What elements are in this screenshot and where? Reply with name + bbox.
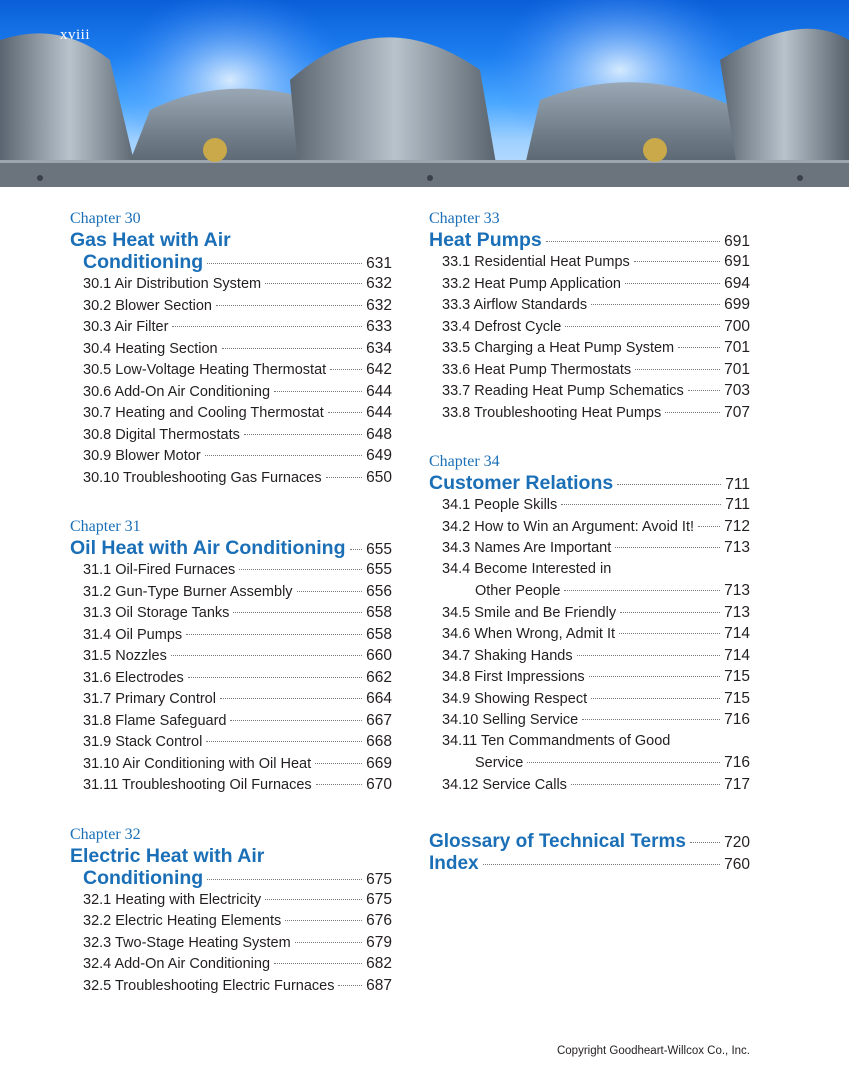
toc-entry[interactable] [429,709,750,731]
toc-entry-page: 632 [366,275,392,292]
toc-entry-page: 707 [724,403,750,421]
toc-entry-page: 701 [724,339,750,356]
toc-entry[interactable] [429,273,750,295]
toc-entry-title: 34.5 Smile and Be Friendly [442,604,617,621]
toc-entry[interactable] [429,316,750,338]
toc-entry-title: 30.6 Add-On Air Conditioning [83,383,271,400]
toc-entry[interactable] [70,338,392,360]
glossary-title: Glossary of Technical Terms [429,831,686,852]
toc-entry[interactable] [70,273,392,295]
toc-entry[interactable] [70,581,392,603]
chapter-label: Chapter 31 [70,518,141,535]
toc-entry-page: 700 [724,317,750,335]
toc-entry[interactable] [70,402,392,424]
toc-entry-page: 676 [366,912,392,929]
toc-entry-page: 713 [724,603,750,621]
toc-entry-title: 30.3 Air Filter [83,319,169,335]
toc-entry-title-cont: Other People [475,583,561,599]
toc-entry[interactable] [70,316,392,338]
toc-entry[interactable] [70,710,392,732]
toc-entry-title: 30.1 Air Distribution System [83,276,262,292]
toc-entry-title: 34.10 Selling Service [442,712,579,728]
chapter-label: Chapter 30 [70,210,141,227]
toc-entry-page: 711 [725,496,750,513]
toc-entry-page: 633 [366,318,392,335]
toc-entry[interactable] [70,688,392,710]
toc-entry-page: 713 [724,539,750,556]
toc-entry[interactable] [429,402,750,424]
toc-entry-page: 715 [724,668,750,685]
toc-entry-title: 34.7 Shaking Hands [442,647,573,664]
toc-entry-title: 32.2 Electric Heating Elements [83,913,282,929]
chapter-30 [70,209,392,488]
toc-entry-page: 658 [366,604,392,621]
toc-entry-page: 648 [366,425,392,443]
toc-entry-title: 32.5 Troubleshooting Electric Furnaces [83,977,335,994]
toc-entry-page: 667 [366,711,392,729]
toc-entry-page: 650 [366,468,392,486]
glossary-entry[interactable] [429,831,750,853]
toc-entry-title: 30.10 Troubleshooting Gas Furnaces [83,469,322,486]
chapter-title-row[interactable] [70,251,392,273]
toc-entry[interactable] [429,774,750,796]
toc-entry-page: 660 [366,647,392,664]
chapter-page: 631 [366,255,392,272]
toc-entry-page: 649 [366,447,392,464]
toc-entry-title: 31.2 Gun-Type Burner Assembly [83,583,293,600]
toc-entry-title: 33.6 Heat Pump Thermostats [442,361,632,378]
toc-entry[interactable] [429,623,750,645]
copyright-notice: Copyright Goodheart-Willcox Co., Inc. [556,1045,750,1057]
index-title: Index [429,853,479,874]
toc-entry-page: 703 [724,382,750,399]
toc-entry-page: 701 [724,360,750,378]
toc-entry[interactable] [70,559,392,581]
toc-entry-title: 31.5 Nozzles [83,648,167,664]
chapter-34 [429,452,750,795]
chapter-page: 691 [724,233,750,250]
toc-entry-page: 644 [366,382,392,400]
toc-left-column [70,209,392,996]
toc-entry[interactable] [70,295,392,317]
chapter-page: 711 [725,476,750,493]
toc-entry-title: 34.3 Names Are Important [442,540,612,556]
toc-entry[interactable] [429,688,750,710]
toc-entry[interactable] [429,494,750,516]
toc-entry-title: 30.5 Low-Voltage Heating Thermostat [83,362,327,378]
toc-entry-page: 670 [366,776,392,793]
chapter-title-line1: Oil Heat with Air Conditioning [70,537,346,559]
toc-entry[interactable] [70,602,392,624]
glossary-page: 720 [724,834,750,851]
toc-entry-page: 687 [366,976,392,994]
toc-entry-title: 33.8 Troubleshooting Heat Pumps [442,404,662,421]
toc-entry-title: 32.3 Two-Stage Heating System [83,934,291,951]
header-photo-burners [0,0,849,187]
chapter-title-row[interactable] [429,472,750,494]
toc-entry-title: 34.6 When Wrong, Admit It [442,626,616,642]
toc-entry[interactable] [70,910,392,932]
chapter-title-row[interactable] [429,229,750,251]
toc-entry-title: 32.1 Heating with Electricity [83,891,262,908]
toc-entry-title: 31.4 Oil Pumps [83,626,183,643]
toc-entry-page: 679 [366,933,392,951]
chapter-32 [70,825,392,997]
toc-entry-title-cont: Service [475,755,524,771]
chapter-label: Chapter 32 [70,825,141,843]
toc-entry[interactable] [70,774,392,796]
toc-entry[interactable] [70,624,392,646]
chapter-label: Chapter 34 [429,453,500,470]
toc-entry[interactable] [429,559,750,581]
toc-entry-title: 33.4 Defrost Cycle [442,318,562,335]
toc-entry-title: 34.4 Become Interested in [442,560,612,577]
chapter-33 [429,209,750,423]
toc-entry-page: 658 [366,625,392,643]
toc-entry-page: 632 [366,296,392,314]
toc-entry-page: 655 [366,561,392,578]
toc-entry-page: 642 [366,361,392,378]
toc-entry-title: 34.8 First Impressions [442,669,585,685]
toc-entry[interactable] [70,975,392,997]
toc-entry-title: 31.11 Troubleshooting Oil Furnaces [83,777,312,793]
toc-entry-page: 664 [366,690,392,707]
toc-entry-title: 30.4 Heating Section [83,340,218,357]
toc-entry-page: 713 [724,582,750,599]
toc-entry-page: 716 [724,754,750,771]
toc-entry-title: 31.8 Flame Safeguard [83,712,227,729]
toc-entry[interactable] [70,731,392,753]
chapter-title-line1: Gas Heat with Air [70,229,231,251]
toc-entry[interactable] [70,667,392,689]
chapter-31 [70,517,392,796]
toc-entry-page: 694 [724,274,750,292]
toc-entry-title: 31.1 Oil-Fired Furnaces [83,562,236,578]
toc-entry[interactable] [429,645,750,667]
toc-entry-page: 715 [724,689,750,707]
toc-entry-title: 34.2 How to Win an Argument: Avoid It! [442,518,695,535]
toc-entry-title: 32.4 Add-On Air Conditioning [83,956,271,972]
burner-illustration [0,0,849,187]
toc-entry-page: 691 [724,253,750,270]
toc-entry-title: 33.7 Reading Heat Pump Schematics [442,383,684,399]
toc-entry-title: 31.10 Air Conditioning with Oil Heat [83,755,312,772]
toc-entry-title: 34.12 Service Calls [442,776,567,793]
toc-entry-page: 716 [724,711,750,728]
toc-entry-page: 712 [724,517,750,535]
toc-entry-title: 34.1 People Skills [442,497,558,513]
page-number: xviii [60,27,91,43]
toc-entry[interactable] [70,932,392,954]
toc-entry[interactable] [70,467,392,489]
toc-entry-page: 662 [366,668,392,686]
toc-entry[interactable] [429,251,750,273]
chapter-title-line2: Conditioning [83,251,204,273]
chapter-page: 655 [366,541,392,558]
toc-entry[interactable] [70,753,392,775]
toc-entry-page: 717 [724,775,750,793]
toc-entry-page: 656 [366,582,392,600]
chapter-label: Chapter 33 [429,210,500,227]
toc-entry[interactable] [70,889,392,911]
toc-entry[interactable] [70,381,392,403]
toc-entry[interactable] [429,359,750,381]
toc-entry-title: 31.3 Oil Storage Tanks [83,605,230,621]
toc-entry-page: 714 [724,625,750,642]
toc-entry[interactable] [70,424,392,446]
chapter-title-row[interactable] [70,867,392,889]
toc-entry-page: 675 [366,890,392,908]
back-matter [429,831,750,875]
toc-entry[interactable] [429,380,750,402]
toc-entry-title: 33.5 Charging a Heat Pump System [442,340,675,356]
chapter-title-line2: Conditioning [83,866,204,889]
toc-entry-title: 31.7 Primary Control [83,691,216,707]
toc-entry[interactable] [70,445,392,467]
toc-entry-title: 34.11 Ten Commandments of Good [442,732,671,749]
toc-entry-page: 669 [366,754,392,772]
toc-right-column [429,209,750,875]
toc-entry-page: 714 [724,646,750,664]
chapter-title-line1: Heat Pumps [429,229,542,251]
toc-entry[interactable] [429,731,750,753]
chapter-title-line1: Electric Heat with Air [70,844,265,867]
toc-entry-title: 33.1 Residential Heat Pumps [442,254,630,270]
toc-entry-title: 30.9 Blower Motor [83,448,201,464]
toc-entry-title: 31.6 Electrodes [83,669,184,686]
toc-entry[interactable] [70,645,392,667]
toc-entry-page: 644 [366,404,392,421]
toc-entry-title: 34.9 Showing Respect [442,690,588,707]
index-entry[interactable] [429,853,750,875]
chapter-title-line1: Customer Relations [429,472,614,494]
toc-entry-page: 699 [724,296,750,313]
toc-entry-title: 33.3 Airflow Standards [442,297,588,313]
toc-entry[interactable] [429,666,750,688]
toc-entry[interactable] [429,516,750,538]
toc-entry[interactable] [70,953,392,975]
toc-entry-title: 30.2 Blower Section [83,297,212,314]
toc-entry-page: 634 [366,339,392,357]
toc-entry-continuation[interactable] [429,580,750,602]
toc-entry-title: 33.2 Heat Pump Application [442,275,621,292]
toc-entry-page: 682 [366,955,392,972]
toc-entry-title: 30.8 Digital Thermostats [83,426,240,443]
toc-entry-page: 668 [366,733,392,750]
toc-entry-continuation[interactable] [429,752,750,774]
toc-entry[interactable] [429,294,750,316]
index-page: 760 [724,856,750,873]
toc-entry[interactable] [429,337,750,359]
toc-entry-title: 31.9 Stack Control [83,734,203,750]
toc-entry[interactable] [70,359,392,381]
chapter-page: 675 [366,870,392,888]
chapter-title-row[interactable] [70,537,392,559]
toc-entry[interactable] [429,537,750,559]
toc-entry-title: 30.7 Heating and Cooling Thermostat [83,405,324,421]
toc-entry[interactable] [429,602,750,624]
